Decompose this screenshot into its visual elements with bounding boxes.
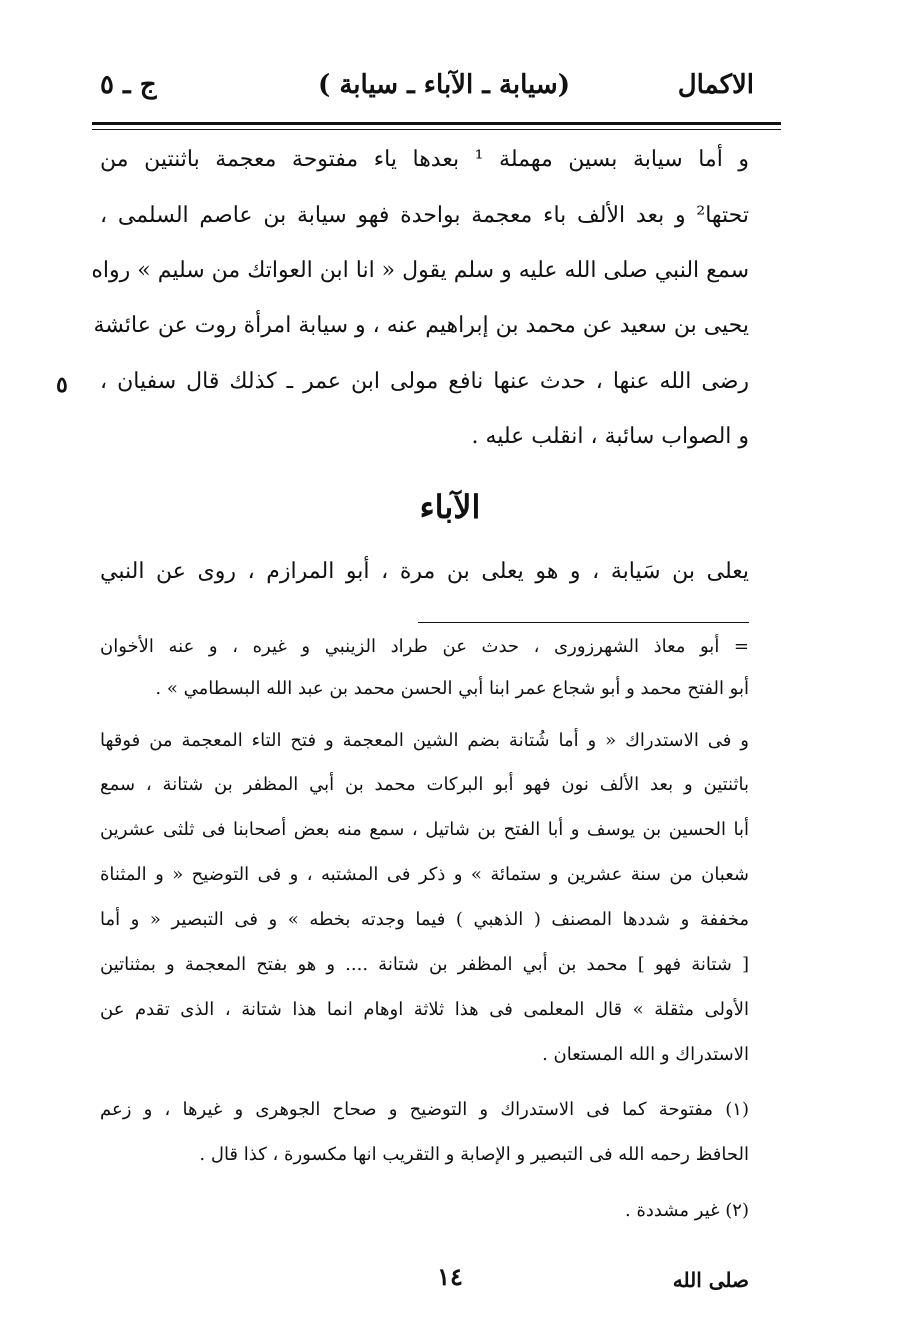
main-text-line: و الصواب سائبة ، انقلب عليه .: [471, 424, 749, 449]
volume-number: ج ـ ٥: [100, 70, 157, 100]
footnote-line: و فى الاستدراك « و أما شُتانة بضم الشين المعجمة و فتح التاء المعجمة من فوقها: [100, 730, 749, 751]
main-text-line: تحتها² و بعد الألف باء معجمة بواحدة فهو سيابة بن عاصم السلمى ،: [100, 203, 749, 228]
section-text-line: يعلى بن سَيابة ، و هو يعلى بن مرة ، أبو المرازم ، روى عن النبي: [100, 559, 749, 584]
footnote-line: أبا الحسين بن يوسف و أبا الفتح بن شاتيل ، سمع منه بعض أصحابنا فى ثلثى عشرين: [100, 819, 749, 840]
footnote-line: = أبو معاذ الشهرزورى ، حدث عن طراد الزينبي و غيره ، و عنه الأخوان: [100, 636, 749, 657]
main-text-line: و أما سيابة بسين مهملة ¹ بعدها ياء مفتوحة معجمة باثنتين من: [100, 147, 749, 172]
footnote-line: أبو الفتح محمد و أبو شجاع عمر ابنا أبي الحسن محمد بن عبد الله البسطامي » .: [155, 678, 749, 699]
header-rule: [92, 122, 781, 125]
main-text-line: سمع النبي صلى الله عليه و سلم يقول « انا ابن العواتك من سليم » رواه: [91, 258, 749, 283]
book-title: الاكمال: [677, 70, 754, 100]
running-title: (سيابة ـ الآباء ـ سيابة ): [318, 70, 570, 100]
footnote-separator: [418, 622, 749, 623]
catchword: صلى الله: [672, 1268, 749, 1292]
footnote-line: [ شتانة فهو ] محمد بن أبي المظفر بن شتانة .... و هو بفتح المعجمة و بمثناتين: [100, 954, 749, 975]
header-rule-thin: [92, 129, 781, 130]
footnote-line: شعبان من سنة عشرين و ستمائة » و ذكر فى المشتبه ، و فى التوضيح « و المثناة: [100, 864, 749, 885]
footnote-line: (٢) غير مشددة .: [625, 1200, 749, 1221]
footnote-line: الأولى مثقلة » قال المعلمى فى هذا ثلاثة اوهام انما هذا شتانة ، الذى تقدم عن: [100, 999, 749, 1020]
page-number: ١٤: [437, 1262, 463, 1291]
footnote-line: (١) مفتوحة كما فى الاستدراك و التوضيح و صحاح الجوهرى و غيرها ، و زعم: [100, 1099, 749, 1120]
footnote-line: الاستدراك و الله المستعان .: [542, 1044, 749, 1065]
footnote-line: باثنتين و بعد الألف نون فهو أبو البركات محمد بن أبي المظفر بن شتانة ، سمع: [100, 774, 749, 795]
footnote-line: مخففة و شددها المصنف ( الذهبي ) فيما وجدته بخطه » و فى التبصير « و أما: [100, 909, 749, 930]
footnote-line: الحافظ رحمه الله فى التبصير و الإصابة و التقريب انها مكسورة ، كذا قال .: [199, 1144, 749, 1165]
section-heading: الآباء: [419, 488, 481, 526]
main-text-line: يحيى بن سعيد عن محمد بن إبراهيم عنه ، و سيابة امرأة روت عن عائشة: [93, 313, 749, 338]
main-text-line: رضى الله عنها ، حدث عنها نافع مولى ابن عمر ـ كذلك قال سفيان ،: [100, 369, 749, 394]
line-marker: ٥: [56, 372, 68, 398]
